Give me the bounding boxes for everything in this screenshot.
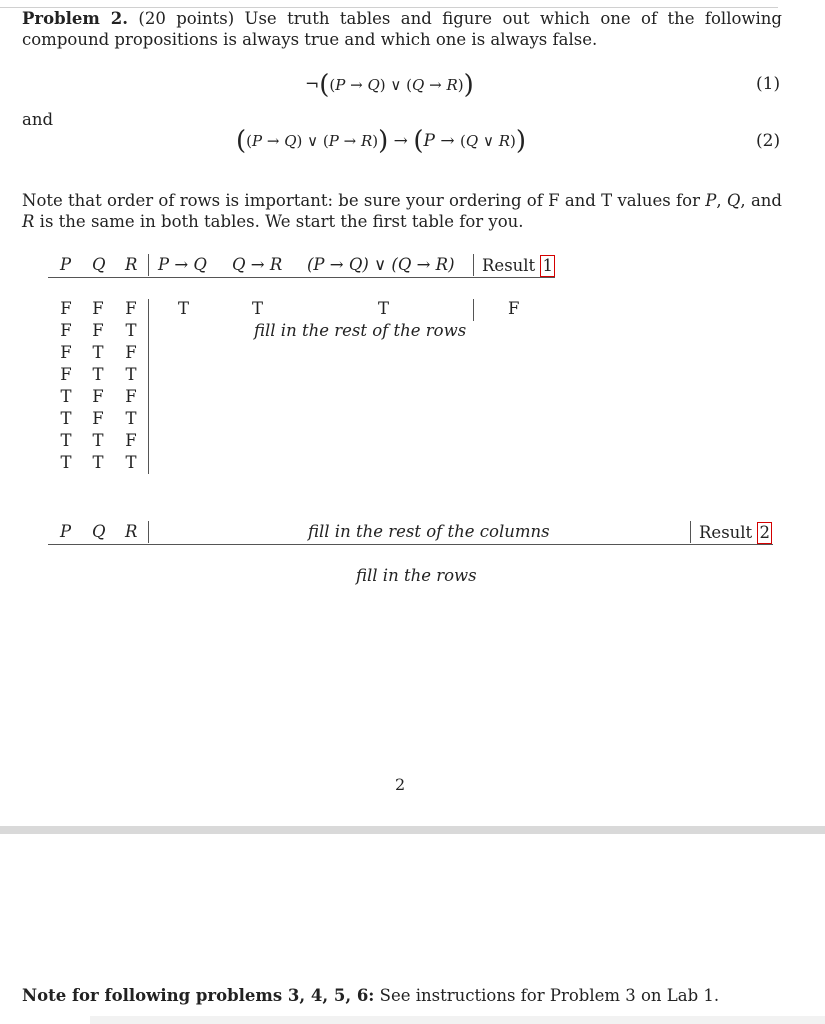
t2-header-divider (148, 521, 149, 543)
row-4-r: T (125, 365, 137, 384)
header-p: P (60, 255, 72, 274)
header-q-implies-r: Q → R (232, 255, 283, 274)
row-6-r: T (125, 409, 137, 428)
header-p-implies-q: P → Q (158, 255, 207, 274)
row-1-r: F (125, 299, 137, 318)
footer-note-text: See instructions for Problem 3 on Lab 1. (374, 986, 720, 1005)
header-r: R (125, 255, 138, 274)
result-1-link[interactable]: 1 (542, 256, 553, 275)
row1-disjunction: T (378, 299, 390, 318)
header-disjunction: (P → Q) ∨ (Q → R) (307, 255, 455, 274)
body-result-divider (473, 299, 474, 321)
equation-2-number: (2) (756, 131, 781, 151)
problem-statement (22, 8, 782, 50)
row-6-q: F (92, 409, 104, 428)
row-5-r: F (125, 387, 137, 406)
row-8-q: T (92, 453, 104, 472)
t2-result-divider (690, 521, 691, 543)
bottom-shadow (90, 1016, 825, 1024)
t2-header-r: R (125, 522, 138, 541)
row1-q-implies-r: T (252, 299, 264, 318)
t2-rows-hint: fill in the rows (356, 566, 477, 585)
row-8-r: T (125, 453, 137, 472)
problem-label: Problem 2. (22, 9, 128, 28)
row-4-p: F (60, 365, 72, 384)
row-2-p: F (60, 321, 72, 340)
row-7-q: T (92, 431, 104, 450)
columns-hint: fill in the rest of the columns (308, 522, 550, 541)
t2-header-q: Q (92, 522, 106, 541)
row1-p-implies-q: T (178, 299, 190, 318)
ordering-note: Note that order of rows is important: be sure your ordering of F and T values for P, Q, and R is the same in both tables. We start the first table for you. (22, 191, 782, 231)
row-6-p: T (60, 409, 72, 428)
header-underline (48, 277, 555, 278)
row-3-p: F (60, 343, 72, 362)
row-4-q: T (92, 365, 104, 384)
page-separator (0, 826, 825, 834)
row-1-q: F (92, 299, 104, 318)
equation-2: ((P → Q) ∨ (P → R)) → (P → (Q ∨ R)) (236, 126, 527, 156)
row1-result: F (508, 299, 520, 318)
problem-text: (20 points) Use truth tables and figure out which one of the following compound propositions is always true and which one is always false. (22, 9, 782, 49)
t2-header-result-2: Result 2 (699, 523, 770, 542)
page-number: 2 (395, 775, 406, 794)
and-word: and (22, 110, 54, 129)
row-2-q: F (92, 321, 104, 340)
row-3-r: F (125, 343, 137, 362)
page-3 (0, 834, 825, 1024)
row-7-p: T (60, 431, 72, 450)
row-3-q: T (92, 343, 104, 362)
row-8-p: T (60, 453, 72, 472)
rows-hint: fill in the rest of the rows (254, 321, 467, 340)
t2-header-underline (48, 544, 773, 545)
row-2-r: T (125, 321, 137, 340)
t2-header-p: P (60, 522, 72, 541)
row-5-p: T (60, 387, 72, 406)
equation-1-number: (1) (756, 74, 781, 94)
result-2-link[interactable]: 2 (759, 523, 770, 542)
header-q: Q (92, 255, 106, 274)
row-1-p: F (60, 299, 72, 318)
footer-note-bold: Note for following problems 3, 4, 5, 6: (22, 986, 375, 1005)
header-result-1: Result 1 (482, 256, 553, 275)
row-5-q: F (92, 387, 104, 406)
footer-note (22, 985, 782, 1006)
result-divider (473, 254, 474, 276)
body-divider (148, 299, 149, 474)
header-divider (148, 254, 149, 276)
equation-1: ¬((P → Q) ∨ (Q → R)) (305, 70, 474, 100)
row-7-r: F (125, 431, 137, 450)
